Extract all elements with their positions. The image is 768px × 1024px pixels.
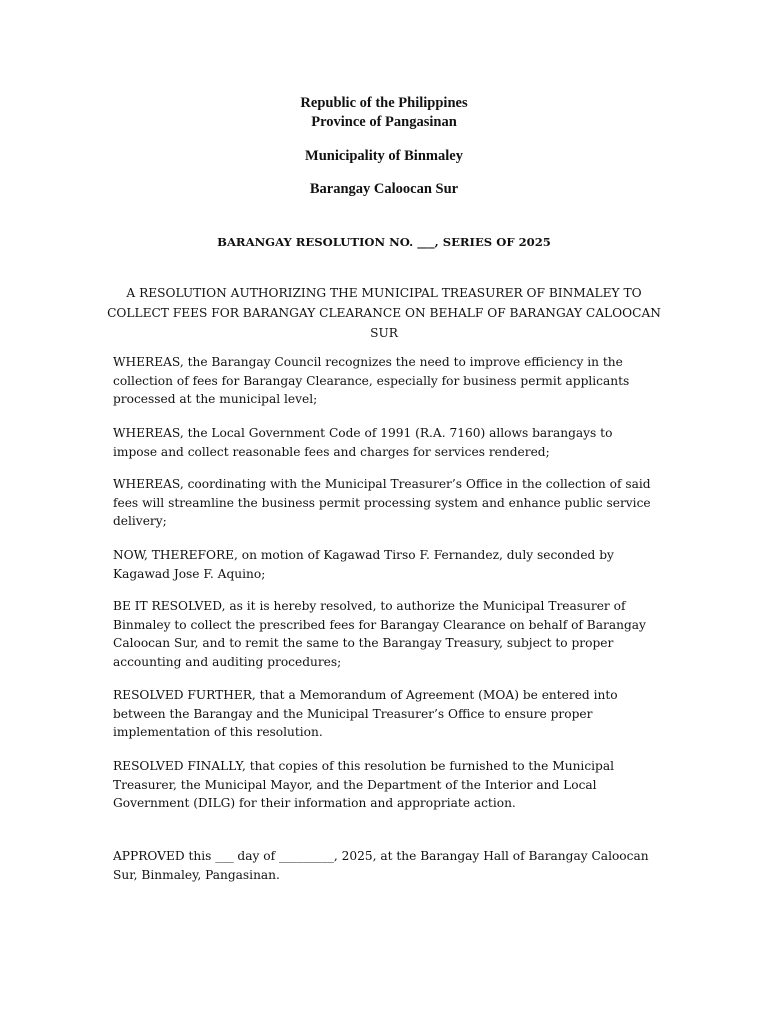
resolution-number: BARANGAY RESOLUTION NO. ___, SERIES OF 2025 xyxy=(217,235,551,249)
resolved-finally-paragraph: RESOLVED FINALLY, that copies of this resolution be furnished to the Municipal Treasurer, the Municipal Mayor, and the Department of the Interior and Local Government (DILG) for their information and appropriate action. xyxy=(113,759,615,810)
approved-paragraph: APPROVED this ___ day of _________, 2025, at the Barangay Hall of Barangay Caloocan Sur, Binmaley, Pangasinan. xyxy=(113,849,649,882)
whereas-paragraph-1: WHEREAS, the Barangay Council recognizes the need to improve efficiency in the collection of fees for Barangay Clearance, especially for business permit applicants processed at the municipal level; xyxy=(113,355,630,406)
resolved-further-paragraph: RESOLVED FURTHER, that a Memorandum of Agreement (MOA) be entered into between the Barangay and the Municipal Treasurer’s Office to ensure proper implementation of this resolution. xyxy=(113,688,618,739)
header-barangay: Barangay Caloocan Sur xyxy=(309,181,459,197)
whereas-paragraph-3: WHEREAS, coordinating with the Municipal Treasurer’s Office in the collection of said fees will streamline the business permit processing system and enhance public service delivery; xyxy=(113,477,651,528)
whereas-paragraph-2: WHEREAS, the Local Government Code of 1991 (R.A. 7160) allows barangays to impose and collect reasonable fees and charges for services rendered; xyxy=(113,426,613,459)
header-republic: Republic of the Philippines xyxy=(300,95,468,111)
resolved-paragraph: BE IT RESOLVED, as it is hereby resolved, to authorize the Municipal Treasurer of Binmaley to collect the prescribed fees for Barangay Clearance on behalf of Barangay Caloocan Sur, and to remit the same to the Barangay Treasury, subject to proper accounting and auditing procedures; xyxy=(113,599,646,669)
now-therefore-paragraph: NOW, THEREFORE, on motion of Kagawad Tirso F. Fernandez, duly seconded by Kagawad Jose F. Aquino; xyxy=(113,548,614,581)
resolution-title: A RESOLUTION AUTHORIZING THE MUNICIPAL TREASURER OF BINMALEY TO COLLECT FEES FOR BARANGAY CLEARANCE ON BEHALF OF BARANGAY CALOOCAN SUR xyxy=(107,286,661,340)
header-province: Province of Pangasinan xyxy=(311,114,457,130)
header-municipality: Municipality of Binmaley xyxy=(305,148,463,164)
